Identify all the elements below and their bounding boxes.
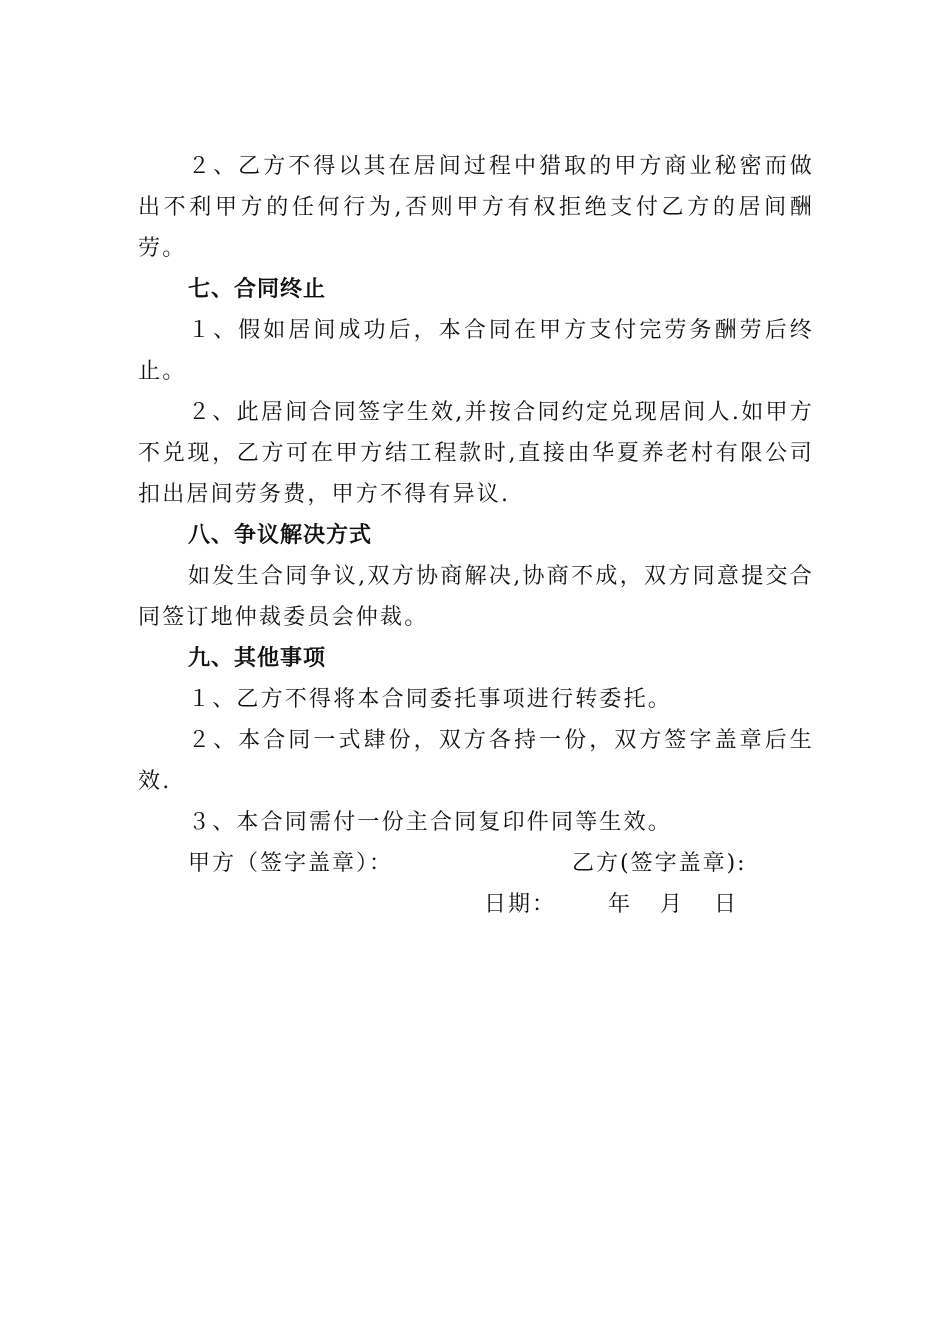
section-8-heading: 八、争议解决方式 [188,523,373,548]
party-a-signature-label: 甲方（签字盖章）： [188,851,394,876]
party-b-signature-label: 乙方(签字盖章): [572,851,747,876]
date-month-label: 月 [660,892,685,917]
section-9-paragraph-1: １、乙方不得将本合同委托事项进行转委托。 [188,687,673,712]
date-year-label: 年 [608,892,633,917]
section-8-paragraph-1: 如发生合同争议,双方协商解决,协商不成，双方同意提交合同签订地仲裁委员会仲裁。 [138,564,814,630]
section-7-paragraph-2: ２、此居间合同签字生效,并按合同约定兑现居间人.如甲方不兑现，乙方可在甲方结工程款时,直接由华夏养老村有限公司扣出居间劳务费，甲方不得有异议. [138,400,814,507]
section-7-heading: 七、合同终止 [188,277,327,302]
section-6-paragraph-2: ２、乙方不得以其在居间过程中猎取的甲方商业秘密而做出不利甲方的任何行为,否则甲方有权拒绝支付乙方的居间酬劳。 [138,154,814,261]
section-9-paragraph-3: ３、本合同需付一份主合同复印件同等生效。 [188,810,673,835]
date-row [138,884,814,925]
section-7-paragraph-1: １、假如居间成功后，本合同在甲方支付完劳务酬劳后终止。 [138,318,814,384]
section-9-heading: 九、其他事项 [188,646,327,671]
signature-row [138,843,814,884]
date-label: 日期： [484,892,557,917]
date-day-label: 日 [714,892,739,917]
section-9-paragraph-2: ２、本合同一式肆份，双方各持一份，双方签字盖章后生效. [138,728,814,794]
contract-body [138,146,814,925]
